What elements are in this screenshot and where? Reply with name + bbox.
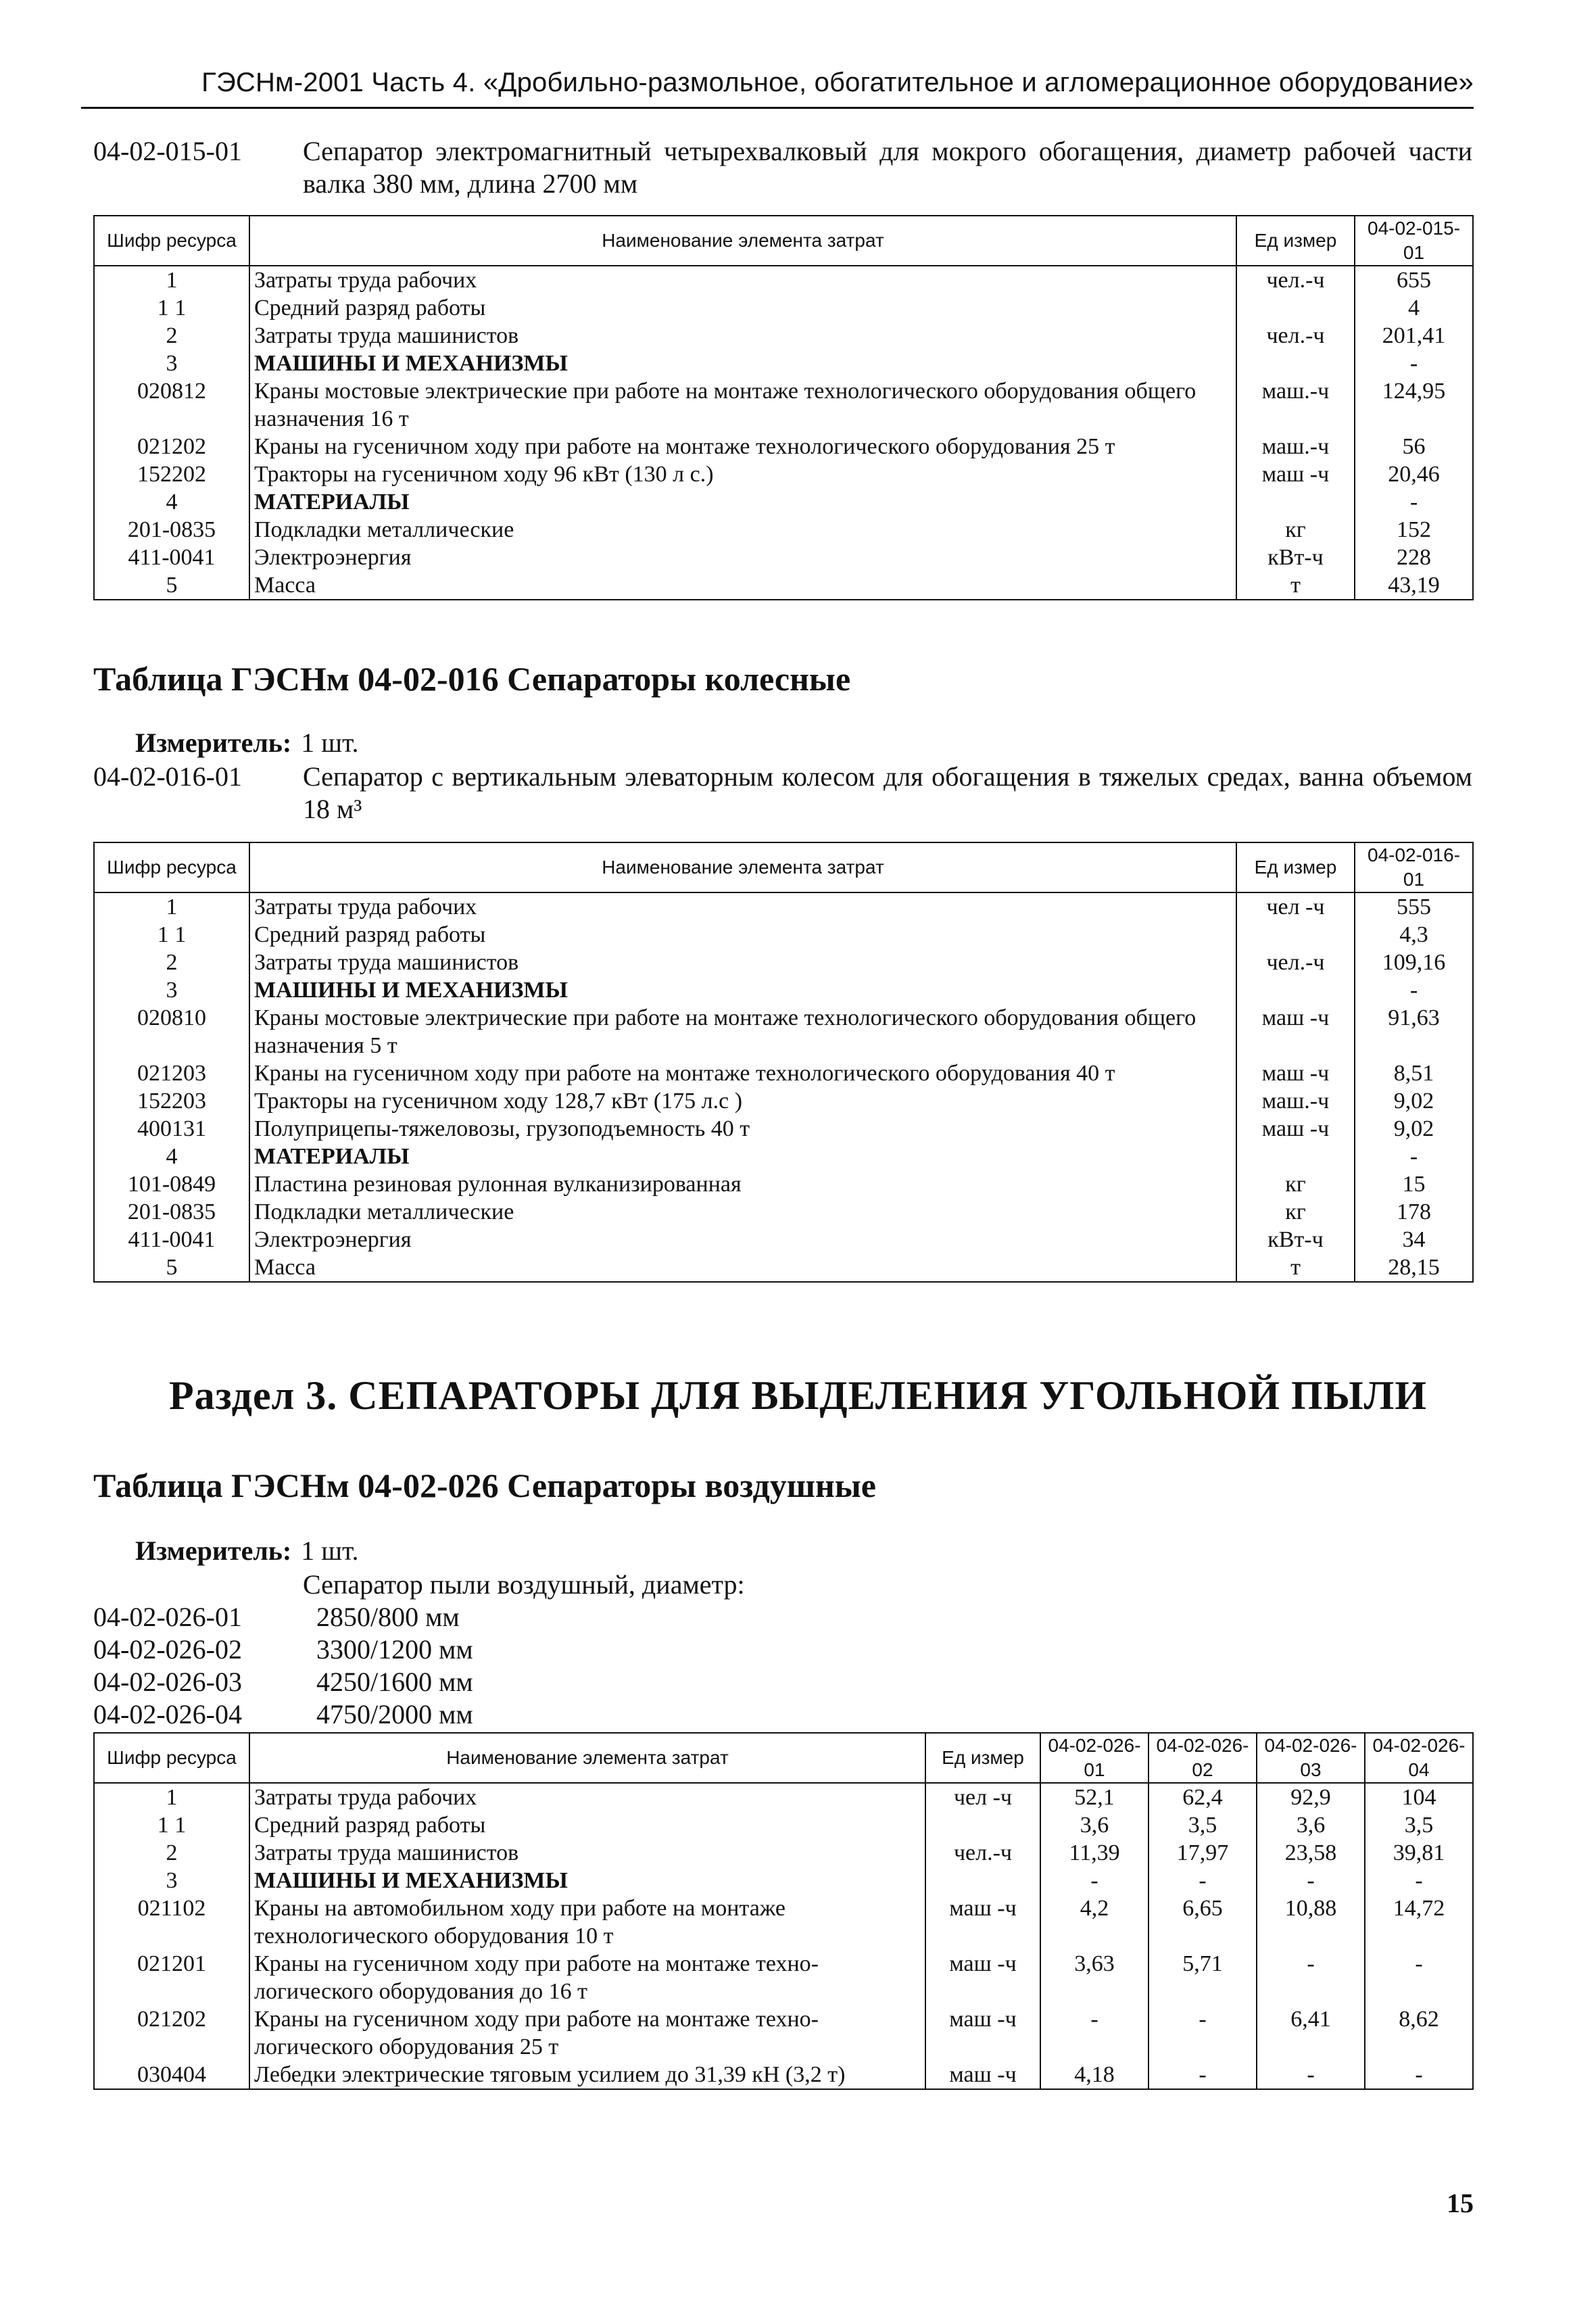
table-row [94,1087,1473,1115]
unit [1236,488,1355,516]
table-row [94,2005,1473,2061]
norm-value: 4,18 [1040,2061,1148,2089]
page-number: 15 [1447,2188,1474,2218]
table-row [94,460,1473,488]
unit [1236,1143,1355,1170]
cost-element-name: Краны на гусеничном ходу при работе на монтаже техно-логического оборудования до 16 т [249,1950,925,2005]
norm-value: 11,39 [1040,1839,1148,1867]
cost-table-026 [93,1732,1474,2090]
table2-measure [135,727,359,759]
block1-code: 04-02-015-01 [93,136,242,166]
resource-code: 021102 [94,1894,249,1950]
cost-element-name: Затраты труда рабочих [249,1783,925,1811]
norm-value: 43,19 [1355,571,1473,600]
cost-element-name: Подкладки металлические [249,1198,1236,1226]
resource-code: 152203 [94,1087,249,1115]
norm-value: 152 [1355,516,1473,544]
table2-measure-value: 1 шт. [301,727,359,758]
unit: маш.-ч [1236,377,1355,433]
resource-code: 201-0835 [94,1198,249,1226]
resource-code: 5 [94,1254,249,1282]
cost-element-name: Краны на гусеничном ходу при работе на монтаже технологического оборудования 40 т [249,1059,1236,1087]
resource-code: 5 [94,571,249,600]
unit [925,1867,1040,1894]
resource-code: 020812 [94,377,249,433]
table-row [94,571,1473,600]
norm-value: 62,4 [1148,1783,1257,1811]
cost-element-name: Краны мостовые электрические при работе на монтаже технологического оборудования общего назначения 5 т [249,1004,1236,1059]
table-row [94,1783,1473,1811]
resource-code: 1 1 [94,921,249,949]
norm-value: 92,9 [1257,1783,1365,1811]
norm-value: 3,63 [1040,1950,1148,2005]
resource-code: 4 [94,1143,249,1170]
resource-code: 411-0041 [94,1226,249,1254]
norm-value: 15 [1355,1170,1473,1198]
variant-value: 4750/2000 мм [316,1699,473,1729]
column-header: 04-02-026-03 [1257,1733,1365,1783]
variants-title: Сепаратор пыли воздушный, диаметр: [303,1569,745,1600]
table-row [94,976,1473,1004]
header-row [94,216,1473,266]
cost-element-name: Тракторы на гусеничном ходу 128,7 кВт (175 л.с ) [249,1087,1236,1115]
column-header: 04-02-026-02 [1148,1733,1257,1783]
norm-value: - [1148,2061,1257,2089]
resource-code: 101-0849 [94,1170,249,1198]
cost-element-name: Масса [249,1254,1236,1282]
norm-value: 4 [1355,294,1473,322]
unit: чел.-ч [925,1839,1040,1867]
table-row [94,488,1473,516]
norm-value: 655 [1355,266,1473,294]
column-header: 04-02-016-01 [1355,842,1473,892]
cost-element-name: Затраты труда рабочих [249,266,1236,294]
column-header: Наименование элемента затрат [249,216,1236,266]
norm-value: 10,88 [1257,1894,1365,1950]
norm-value: 3,6 [1040,1811,1148,1839]
cost-element-name: Краны на гусеничном ходу при работе на монтаже технологического оборудования 25 т [249,433,1236,460]
unit: маш -ч [1236,1115,1355,1143]
unit: т [1236,571,1355,600]
table2-title: Таблица ГЭСНм 04-02-016 Сепараторы колесные [93,660,851,698]
unit: маш -ч [925,1894,1040,1950]
table2-measure-label: Измеритель: [135,727,292,758]
column-header: Наименование элемента затрат [249,842,1236,892]
cost-element-name: Тракторы на гусеничном ходу 96 кВт (130 л с.) [249,460,1236,488]
cost-element-name: Масса [249,571,1236,600]
norm-value: 109,16 [1355,949,1473,976]
unit: чел -ч [1236,892,1355,921]
unit: т [1236,1254,1355,1282]
unit: кВт-ч [1236,1226,1355,1254]
column-header: Ед измер [1236,842,1355,892]
unit: кг [1236,1198,1355,1226]
unit: маш -ч [1236,1004,1355,1059]
resource-code: 030404 [94,2061,249,2089]
variant-value: 3300/1200 мм [316,1634,473,1665]
cost-element-name: Затраты труда машинистов [249,1839,925,1867]
variant-code: 04-02-026-03 [93,1667,242,1697]
resource-code: 021203 [94,1059,249,1087]
norm-value: 6,65 [1148,1894,1257,1950]
norm-value: 14,72 [1365,1894,1473,1950]
cost-element-name: МАТЕРИАЛЫ [249,488,1236,516]
norm-value: 20,46 [1355,460,1473,488]
table3-title: Таблица ГЭСНм 04-02-026 Сепараторы воздушные [93,1466,876,1504]
norm-value: 4,3 [1355,921,1473,949]
column-header: Ед измер [1236,216,1355,266]
unit: маш -ч [1236,1059,1355,1087]
variant-row [93,1698,745,1731]
variant-row [93,1666,745,1698]
table-row [94,294,1473,322]
column-header: Шифр ресурса [94,842,249,892]
norm-value: - [1257,1950,1365,2005]
column-header: 04-02-015-01 [1355,216,1473,266]
table-row [94,1198,1473,1226]
norm-value: 4,2 [1040,1894,1148,1950]
resource-code: 1 1 [94,1811,249,1839]
block2-description: Сепаратор с вертикальным элеваторным колесом для обогащения в тяжелых средах, ванна объемом 18 м³ [303,761,1472,824]
cost-element-name: Пластина резиновая рулонная вулканизированная [249,1170,1236,1198]
table-row [94,1059,1473,1087]
resource-code: 1 [94,892,249,921]
block2-code: 04-02-016-01 [93,761,242,792]
norm-value: 3,5 [1148,1811,1257,1839]
cost-element-name: МАШИНЫ И МЕХАНИЗМЫ [249,350,1236,377]
cost-element-name: МАШИНЫ И МЕХАНИЗМЫ [249,976,1236,1004]
unit [1236,350,1355,377]
cost-element-name: Средний разряд работы [249,294,1236,322]
norm-value: 124,95 [1355,377,1473,433]
cost-element-name: Затраты труда машинистов [249,322,1236,350]
norm-value: 9,02 [1355,1115,1473,1143]
norm-value: - [1365,2061,1473,2089]
block1-heading [93,135,1472,203]
cost-element-name: Затраты труда рабочих [249,892,1236,921]
norm-value: - [1040,1867,1148,1894]
resource-code: 1 1 [94,294,249,322]
cost-element-name: Краны на гусеничном ходу при работе на монтаже техно-логического оборудования 25 т [249,2005,925,2061]
table-row [94,1143,1473,1170]
norm-value: 23,58 [1257,1839,1365,1867]
table-row [94,1004,1473,1059]
unit: чел.-ч [1236,949,1355,976]
resource-code: 021202 [94,2005,249,2061]
norm-value: - [1257,1867,1365,1894]
column-header: Шифр ресурса [94,1733,249,1783]
block1-description: Сепаратор электромагнитный четырехвалковый для мокрого обогащения, диаметр рабочей части валка 380 мм, длина 2700 мм [303,136,1472,199]
unit: маш -ч [925,1950,1040,2005]
cost-element-name: Затраты труда машинистов [249,949,1236,976]
unit: маш -ч [925,2061,1040,2089]
resource-code: 3 [94,976,249,1004]
unit: маш.-ч [1236,1087,1355,1115]
table3-measure-label: Измеритель: [135,1535,292,1566]
unit [925,1811,1040,1839]
table-row [94,1811,1473,1839]
norm-value: - [1355,1143,1473,1170]
variant-code: 04-02-026-01 [93,1602,242,1632]
column-header: Наименование элемента затрат [249,1733,925,1783]
table-row [94,892,1473,921]
header-row [94,1733,1473,1783]
column-header: 04-02-026-01 [1040,1733,1148,1783]
table-row [94,322,1473,350]
table3-measure [135,1535,359,1567]
resource-code: 400131 [94,1115,249,1143]
block2-heading [93,761,1472,828]
norm-value: 9,02 [1355,1087,1473,1115]
unit [1236,921,1355,949]
norm-value: 52,1 [1040,1783,1148,1811]
resource-code: 3 [94,1867,249,1894]
table-row [94,433,1473,460]
cost-element-name: Электроэнергия [249,544,1236,571]
norm-value: 34 [1355,1226,1473,1254]
norm-value: - [1355,488,1473,516]
resource-code: 2 [94,949,249,976]
section3-title: Раздел 3. СЕПАРАТОРЫ ДЛЯ ВЫДЕЛЕНИЯ УГОЛЬНОЙ ПЫЛИ [168,1373,1428,1418]
table-row [94,1254,1473,1282]
norm-value: - [1040,2005,1148,2061]
cost-element-name: Полуприцепы-тяжеловозы, грузоподъемность 40 т [249,1115,1236,1143]
norm-value: 3,6 [1257,1811,1365,1839]
unit: кг [1236,516,1355,544]
unit [1236,294,1355,322]
unit: чел -ч [925,1783,1040,1811]
table-row [94,1115,1473,1143]
norm-value: 201,41 [1355,322,1473,350]
table-row [94,377,1473,433]
column-header: 04-02-026-04 [1365,1733,1473,1783]
resource-code: 1 [94,1783,249,1811]
table3-measure-value: 1 шт. [301,1535,359,1566]
cost-element-name: Лебедки электрические тяговым усилием до 31,39 кН (3,2 т) [249,2061,925,2089]
norm-value: 228 [1355,544,1473,571]
norm-value: 3,5 [1365,1811,1473,1839]
unit: маш -ч [1236,460,1355,488]
norm-value: - [1148,1867,1257,1894]
column-header: Ед измер [925,1733,1040,1783]
table-row [94,1226,1473,1254]
norm-value: - [1355,976,1473,1004]
resource-code: 2 [94,1839,249,1867]
norm-value: 178 [1355,1198,1473,1226]
variant-row [93,1633,745,1666]
variant-code: 04-02-026-04 [93,1699,242,1729]
resource-code: 152202 [94,460,249,488]
unit: кВт-ч [1236,544,1355,571]
norm-value: 28,15 [1355,1254,1473,1282]
variant-value: 4250/1600 мм [316,1667,473,1697]
cost-table-016 [93,842,1474,1283]
norm-value: 6,41 [1257,2005,1365,2061]
table-row [94,1950,1473,2005]
cost-element-name: МАТЕРИАЛЫ [249,1143,1236,1170]
unit: чел.-ч [1236,322,1355,350]
norm-value: - [1257,2061,1365,2089]
header-rule [81,107,1474,109]
table-row [94,1867,1473,1894]
table-row [94,1839,1473,1867]
table-row [94,350,1473,377]
unit: маш -ч [925,2005,1040,2061]
norm-value: 5,71 [1148,1950,1257,2005]
norm-value: 555 [1355,892,1473,921]
resource-code: 021201 [94,1950,249,2005]
resource-code: 020810 [94,1004,249,1059]
page-header: ГЭСНм-2001 Часть 4. «Дробильно-размольное, обогатительное и агломерационное оборудование» [201,68,1474,97]
norm-value: - [1365,1867,1473,1894]
table-row [94,1170,1473,1198]
cost-element-name: Средний разряд работы [249,921,1236,949]
table-row [94,1894,1473,1950]
unit: чел.-ч [1236,266,1355,294]
resource-code: 3 [94,350,249,377]
resource-code: 411-0041 [94,544,249,571]
norm-value: 8,62 [1365,2005,1473,2061]
table-row [94,544,1473,571]
table-row [94,516,1473,544]
resource-code: 021202 [94,433,249,460]
table-row [94,921,1473,949]
variant-code: 04-02-026-02 [93,1634,242,1665]
norm-value: - [1355,350,1473,377]
resource-code: 4 [94,488,249,516]
norm-value: 39,81 [1365,1839,1473,1867]
norm-value: 104 [1365,1783,1473,1811]
table-row [94,2061,1473,2089]
norm-value: 8,51 [1355,1059,1473,1087]
cost-element-name: Подкладки металлические [249,516,1236,544]
table-row [94,266,1473,294]
resource-code: 2 [94,322,249,350]
header-row [94,842,1473,892]
table3-variants [93,1569,745,1731]
norm-value: 17,97 [1148,1839,1257,1867]
norm-value: - [1365,1950,1473,2005]
resource-code: 1 [94,266,249,294]
unit: маш.-ч [1236,433,1355,460]
cost-element-name: МАШИНЫ И МЕХАНИЗМЫ [249,1867,925,1894]
unit [1236,976,1355,1004]
resource-code: 201-0835 [94,516,249,544]
cost-element-name: Электроэнергия [249,1226,1236,1254]
cost-element-name: Краны мостовые электрические при работе на монтаже технологического оборудования общего назначения 16 т [249,377,1236,433]
column-header: Шифр ресурса [94,216,249,266]
norm-value: 56 [1355,433,1473,460]
norm-value: - [1148,2005,1257,2061]
table-row [94,949,1473,976]
norm-value: 91,63 [1355,1004,1473,1059]
cost-element-name: Средний разряд работы [249,1811,925,1839]
cost-table-015 [93,215,1474,600]
variant-row [93,1601,745,1633]
variant-value: 2850/800 мм [316,1602,460,1632]
unit: кг [1236,1170,1355,1198]
cost-element-name: Краны на автомобильном ходу при работе на монтаже технологического оборудования 10 т [249,1894,925,1950]
